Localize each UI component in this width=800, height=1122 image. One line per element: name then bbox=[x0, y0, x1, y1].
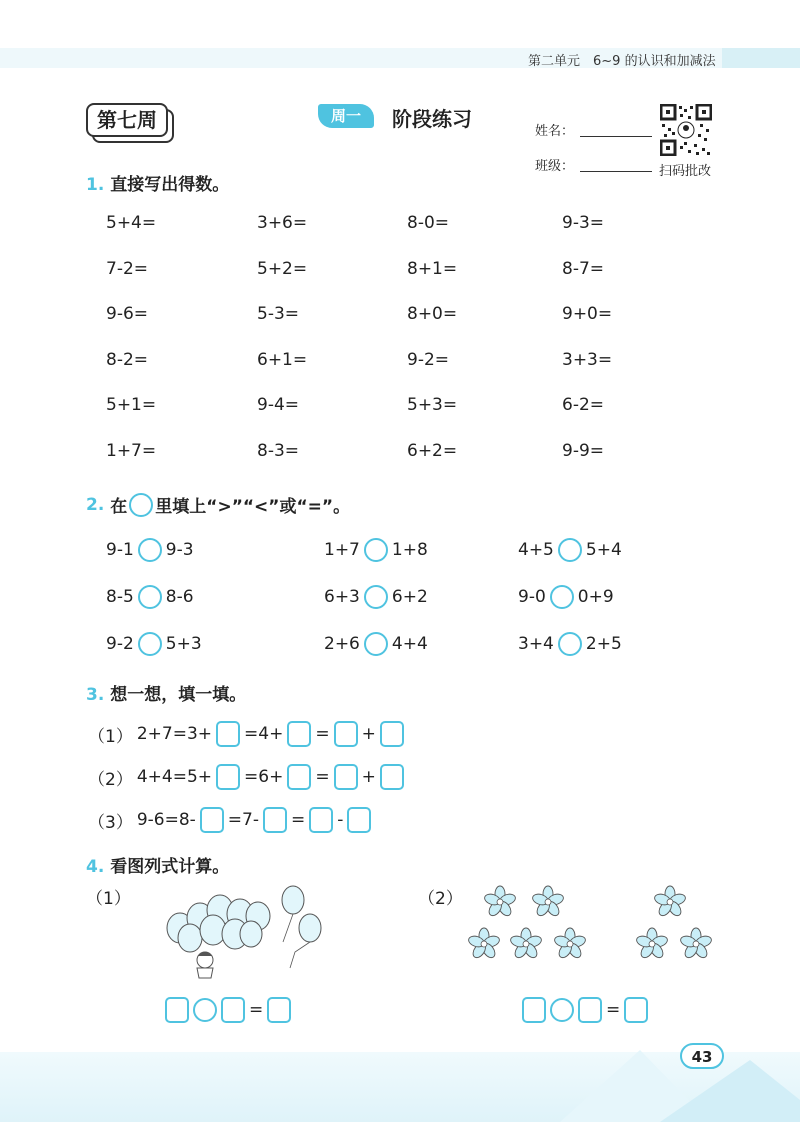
compare-circle[interactable] bbox=[364, 632, 388, 656]
right-expr: 4+4 bbox=[391, 634, 428, 654]
q3-number: 3. bbox=[86, 685, 105, 705]
answer-box[interactable] bbox=[380, 764, 404, 790]
q3-line bbox=[88, 807, 371, 833]
answer-box[interactable] bbox=[309, 807, 333, 833]
q1-item: 3+3= bbox=[562, 349, 613, 370]
compare-circle[interactable] bbox=[138, 585, 162, 609]
q2-title-pre: 在 bbox=[110, 497, 128, 517]
left-expr: 3+4 bbox=[518, 634, 554, 654]
q1-item: 5+1= bbox=[106, 395, 157, 415]
answer-box[interactable] bbox=[347, 807, 371, 833]
expr: 2+7=3+ bbox=[136, 724, 213, 744]
q4-part1-answer bbox=[165, 997, 291, 1023]
q1-item: 8+1= bbox=[407, 258, 458, 279]
q3-heading bbox=[86, 680, 246, 705]
answer-box[interactable] bbox=[334, 764, 358, 790]
q1-item: 5-3= bbox=[257, 304, 300, 324]
answer-box[interactable] bbox=[165, 997, 189, 1023]
qr-code-icon[interactable] bbox=[660, 104, 712, 156]
q2-compare-item bbox=[106, 632, 202, 656]
q1-item: 5+4= bbox=[106, 213, 157, 233]
compare-circle[interactable] bbox=[550, 585, 574, 609]
page-title: 阶段练习 bbox=[392, 107, 472, 131]
answer-box[interactable] bbox=[267, 997, 291, 1023]
q4-heading bbox=[86, 852, 229, 877]
day-tag: 周一 bbox=[318, 104, 374, 128]
right-expr: 2+5 bbox=[585, 634, 622, 654]
right-expr: 8-6 bbox=[165, 587, 194, 607]
answer-box[interactable] bbox=[200, 807, 224, 833]
compare-circle[interactable] bbox=[558, 632, 582, 656]
q2-title-circle bbox=[129, 493, 153, 517]
line-label: （2） bbox=[88, 769, 133, 790]
compare-circle[interactable] bbox=[364, 538, 388, 562]
q1-item: 7-2= bbox=[106, 258, 149, 279]
q2-compare-item bbox=[518, 538, 622, 562]
q1-item: 8+0= bbox=[407, 304, 458, 324]
q4-part2-answer bbox=[522, 997, 648, 1023]
q1-item: 9-9= bbox=[562, 440, 605, 461]
q3-title: 想一想，填一填。 bbox=[110, 685, 247, 705]
q2-compare-item bbox=[106, 538, 194, 562]
right-expr: 6+2 bbox=[391, 587, 428, 607]
qr-caption: 扫码批改 bbox=[659, 164, 712, 179]
answer-box[interactable] bbox=[216, 764, 240, 790]
q1-item: 9-6= bbox=[106, 304, 149, 324]
q4-number: 4. bbox=[86, 857, 105, 877]
answer-box[interactable] bbox=[287, 721, 311, 747]
operator: - bbox=[337, 810, 344, 830]
compare-circle[interactable] bbox=[138, 632, 162, 656]
equals-sign: = bbox=[249, 1000, 264, 1020]
answer-box[interactable] bbox=[380, 721, 404, 747]
q1-item: 5+3= bbox=[407, 395, 458, 415]
answer-box[interactable] bbox=[287, 764, 311, 790]
left-expr: 6+3 bbox=[324, 587, 360, 607]
q1-item: 8-2= bbox=[106, 349, 149, 370]
equals-sign: = bbox=[315, 767, 330, 787]
q1-title: 直接写出得数。 bbox=[110, 175, 230, 195]
q2-compare-item bbox=[106, 585, 194, 609]
answer-box[interactable] bbox=[334, 721, 358, 747]
q2-compare-item bbox=[324, 632, 428, 656]
expr: 9-6=8- bbox=[136, 810, 196, 830]
page-number: 43 bbox=[680, 1043, 724, 1069]
week-tag: 第七周 bbox=[86, 103, 168, 137]
q2-number: 2. bbox=[86, 494, 105, 515]
q2-compare-item bbox=[324, 585, 428, 609]
class-label: 班级： bbox=[535, 159, 575, 174]
q1-item: 9-2= bbox=[407, 349, 450, 370]
answer-box[interactable] bbox=[522, 997, 546, 1023]
flowers-illustration bbox=[460, 880, 720, 970]
expr-mid: =7- bbox=[227, 810, 259, 830]
expr: 4+4=5+ bbox=[136, 767, 213, 787]
q1-heading bbox=[86, 170, 229, 195]
answer-circle[interactable] bbox=[193, 998, 217, 1022]
answer-box[interactable] bbox=[578, 997, 602, 1023]
class-field[interactable] bbox=[580, 170, 652, 172]
q1-item: 9-3= bbox=[562, 213, 605, 233]
answer-box[interactable] bbox=[216, 721, 240, 747]
balloons-illustration bbox=[155, 880, 335, 980]
operator: + bbox=[361, 724, 376, 744]
q4-part2-label: （2） bbox=[418, 889, 463, 909]
q1-item: 1+7= bbox=[106, 440, 157, 461]
q3-line bbox=[88, 721, 404, 747]
expr-mid: =4+ bbox=[244, 724, 284, 744]
q3-line bbox=[88, 764, 404, 790]
compare-circle[interactable] bbox=[558, 538, 582, 562]
line-label: （1） bbox=[88, 726, 133, 747]
q1-item: 8-3= bbox=[257, 440, 300, 461]
left-expr: 4+5 bbox=[518, 540, 554, 560]
q1-item: 6-2= bbox=[562, 395, 605, 415]
left-expr: 9-2 bbox=[106, 634, 134, 654]
left-expr: 9-0 bbox=[518, 587, 546, 607]
left-expr: 2+6 bbox=[324, 634, 360, 654]
expr-mid: =6+ bbox=[244, 767, 284, 787]
right-expr: 1+8 bbox=[391, 540, 428, 560]
q1-item: 8-0= bbox=[407, 213, 450, 233]
q1-item: 9+0= bbox=[562, 304, 613, 324]
q2-compare-item bbox=[324, 538, 428, 562]
q1-number: 1. bbox=[86, 175, 105, 195]
unit-title: 第二单元 6~9 的认识和加减法 bbox=[528, 54, 716, 69]
q1-item: 9-4= bbox=[257, 395, 300, 415]
left-expr: 1+7 bbox=[324, 540, 360, 560]
q1-item: 3+6= bbox=[257, 213, 308, 233]
compare-circle[interactable] bbox=[364, 585, 388, 609]
line-label: （3） bbox=[88, 812, 133, 833]
name-field[interactable] bbox=[580, 135, 652, 137]
q1-item: 8-7= bbox=[562, 258, 605, 279]
right-expr: 5+3 bbox=[165, 634, 202, 654]
q2-compare-item bbox=[518, 632, 622, 656]
equals-sign: = bbox=[315, 724, 330, 744]
equals-sign: = bbox=[606, 1000, 621, 1020]
right-expr: 5+4 bbox=[585, 540, 622, 560]
q1-item: 6+2= bbox=[407, 440, 458, 461]
answer-box[interactable] bbox=[263, 807, 287, 833]
q2-heading bbox=[86, 492, 350, 517]
left-expr: 9-1 bbox=[106, 540, 134, 560]
name-label: 姓名： bbox=[535, 124, 575, 139]
answer-box[interactable] bbox=[624, 997, 648, 1023]
right-expr: 0+9 bbox=[577, 587, 614, 607]
compare-circle[interactable] bbox=[138, 538, 162, 562]
q4-part1-label: （1） bbox=[86, 889, 131, 909]
header-accent bbox=[722, 48, 800, 68]
q2-title-post: 里填上“>”“<”或“=”。 bbox=[155, 497, 351, 517]
left-expr: 8-5 bbox=[106, 587, 134, 607]
q2-compare-item bbox=[518, 585, 614, 609]
right-expr: 9-3 bbox=[165, 540, 194, 560]
answer-circle[interactable] bbox=[550, 998, 574, 1022]
operator: + bbox=[361, 767, 376, 787]
answer-box[interactable] bbox=[221, 997, 245, 1023]
equals-sign: = bbox=[291, 810, 306, 830]
q1-item: 5+2= bbox=[257, 258, 308, 279]
q1-item: 6+1= bbox=[257, 349, 308, 370]
q4-title: 看图列式计算。 bbox=[110, 857, 230, 877]
